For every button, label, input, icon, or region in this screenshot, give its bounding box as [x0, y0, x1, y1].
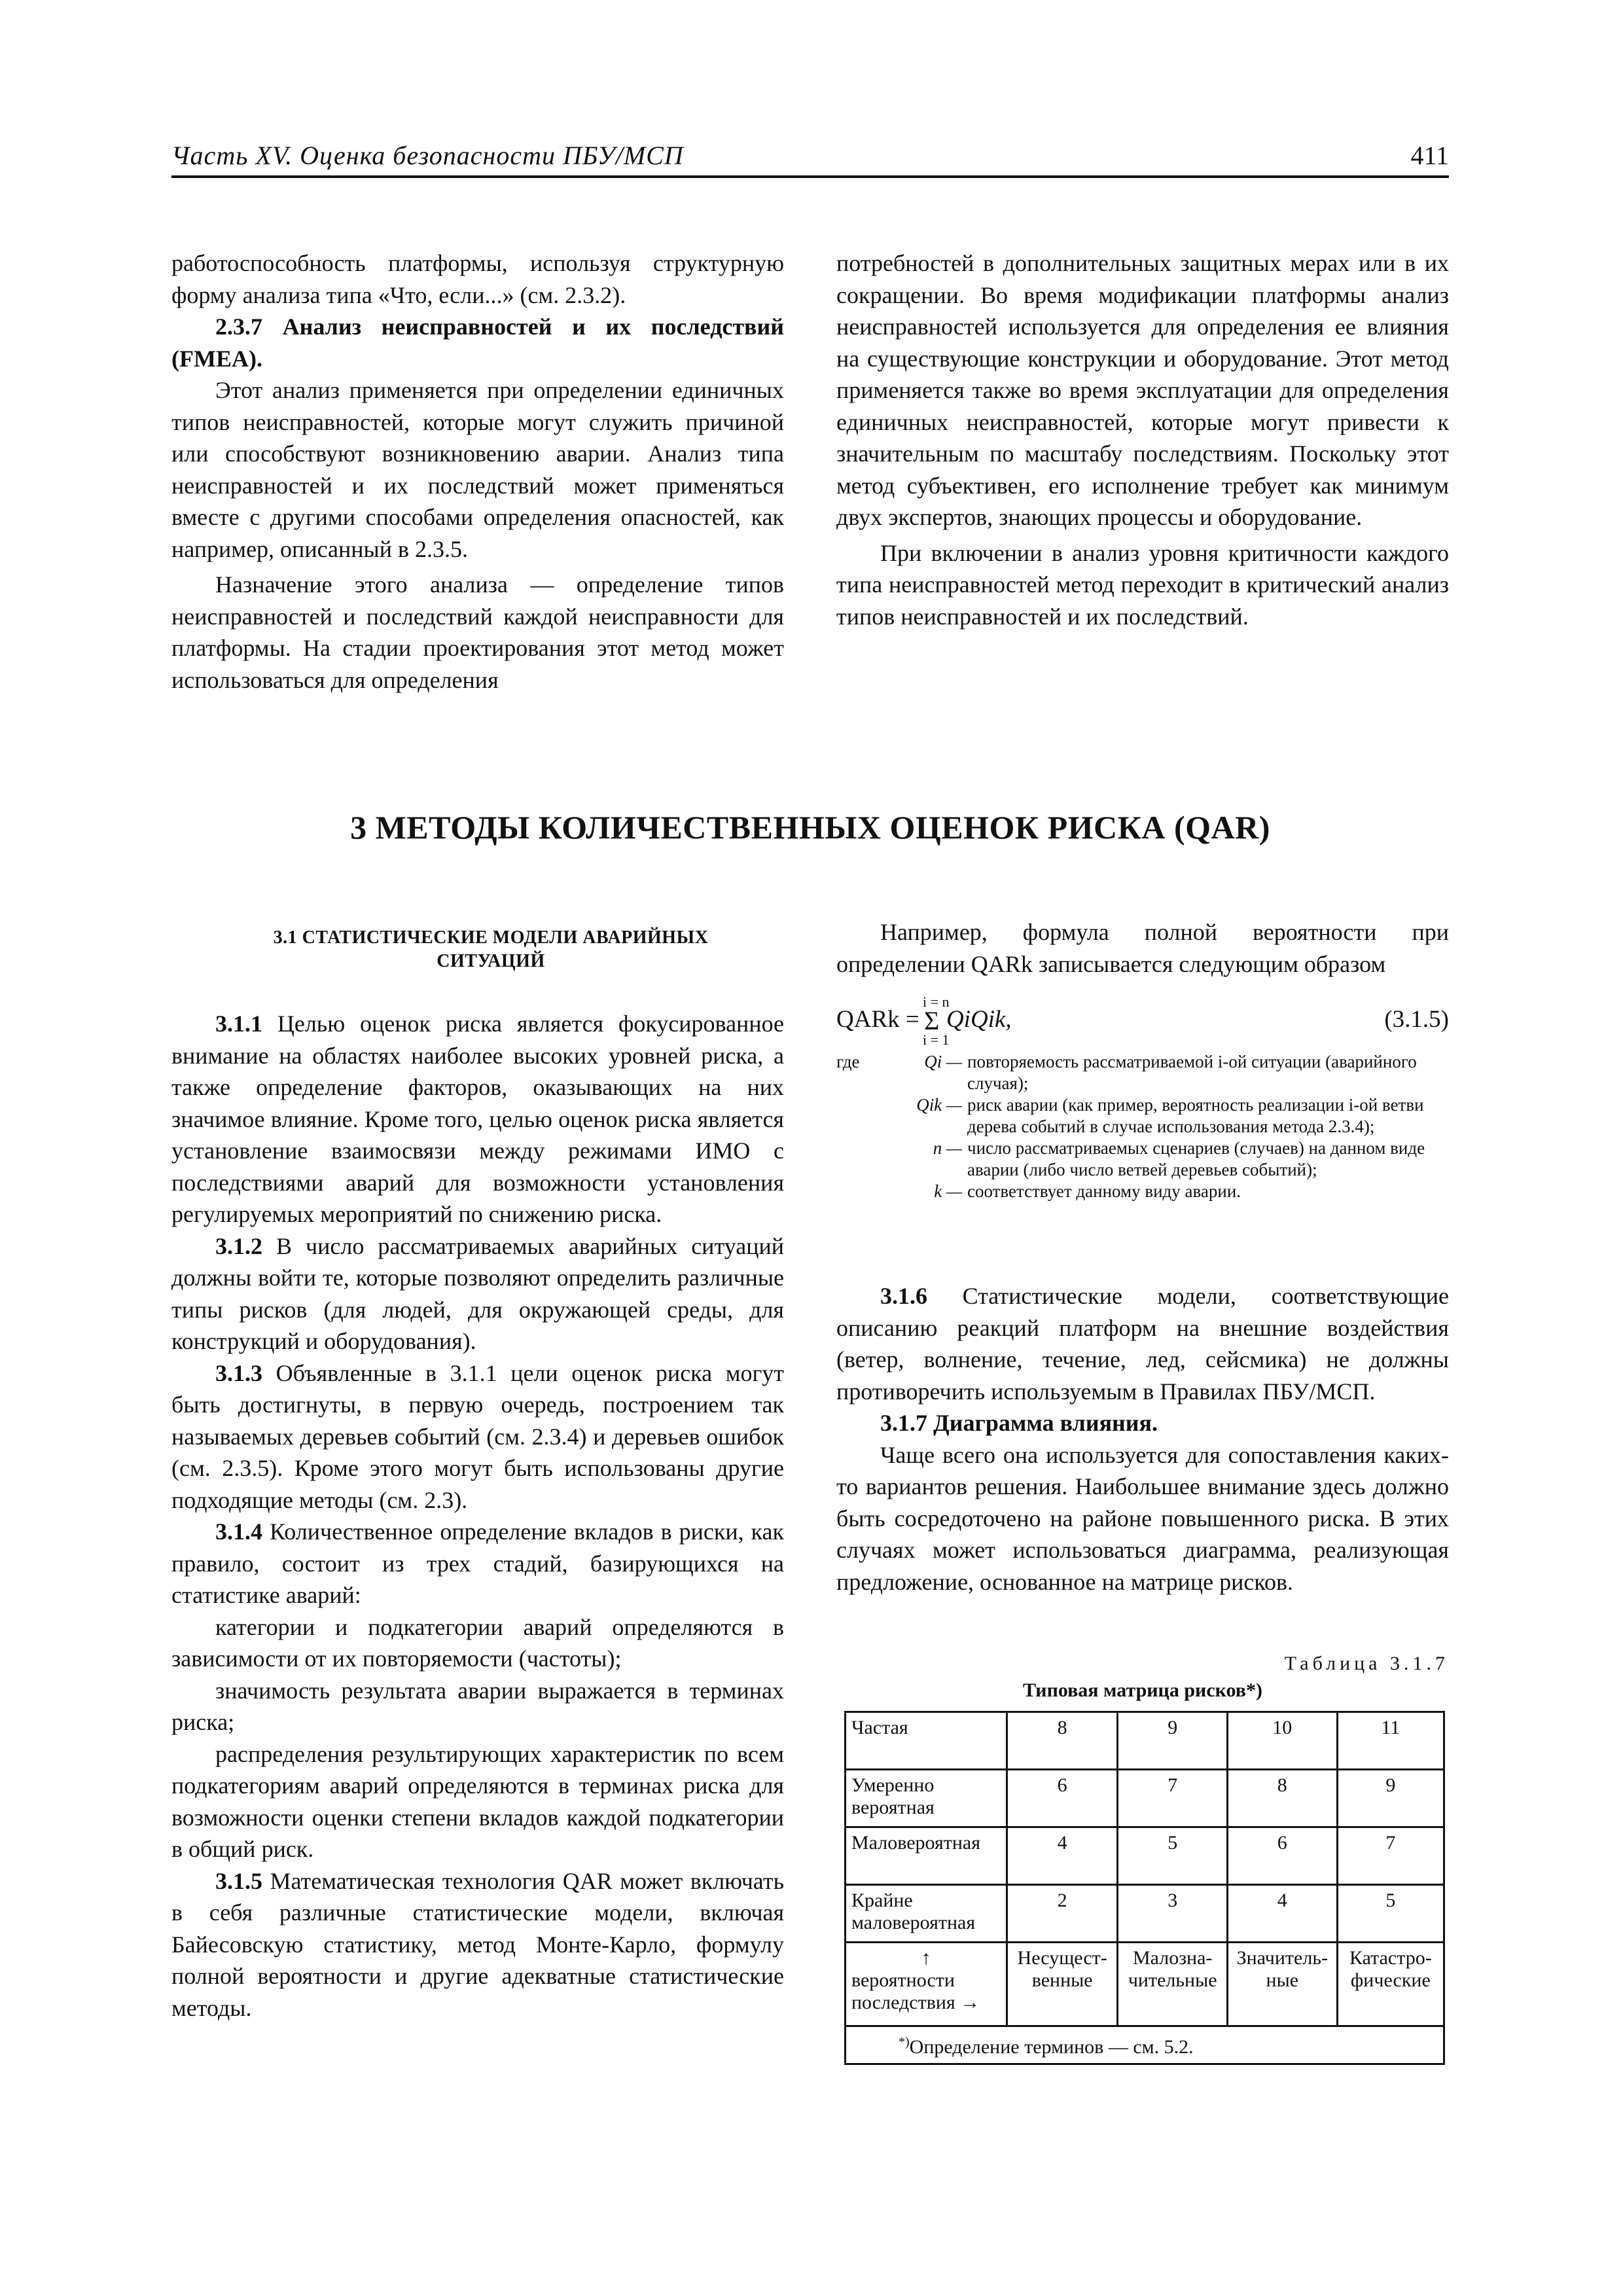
- table-cell: 3: [1118, 1885, 1228, 1943]
- clause-number: 3.1.6: [880, 1283, 927, 1309]
- paragraph-3-1-5: [171, 1865, 784, 2024]
- clause-number: 3.1.3: [215, 1359, 262, 1386]
- table-row: [846, 1770, 1444, 1827]
- legend-symbol: n —: [933, 1138, 962, 1158]
- risk-matrix-table: [844, 1711, 1445, 2065]
- table-header-row: [846, 1943, 1444, 2026]
- bottom-left-column: [171, 1008, 784, 2024]
- footnote-text: Определение терминов — см. 5.2.: [909, 2036, 1194, 2058]
- clause-number: 3.1.4: [215, 1518, 262, 1545]
- table-cell: 6: [1227, 1827, 1337, 1885]
- legend-symbol: Qik —: [916, 1095, 962, 1115]
- legend-row: [836, 1138, 1449, 1181]
- formula-legend: [836, 1051, 1449, 1202]
- section-title: 3 МЕТОДЫ КОЛИЧЕСТВЕННЫХ ОЦЕНОК РИСКА (QAR): [350, 809, 1270, 846]
- section-heading-3-1-7: 3.1.7 Диаграмма влияния.: [880, 1410, 1158, 1436]
- column-header: Малозна-чительные: [1118, 1943, 1228, 2026]
- table-cell: 4: [1007, 1827, 1118, 1885]
- table-cell: 2: [1007, 1885, 1118, 1943]
- section-heading-2-3-7: 2.3.7 Анализ неисправностей и их последствий (FMEA).: [171, 314, 784, 372]
- paragraph: Этот анализ применяется при определении единичных типов неисправностей, которые могут служить причиной или способствуют возникновению аварии. Анализ типа неисправностей и их последствий может применяться вместе с другими способами определения опасностей, как например, описанный в 2.3.5.: [171, 377, 784, 562]
- formula-rhs: QiQik,: [946, 1006, 1012, 1033]
- clause-number: 3.1.2: [215, 1232, 262, 1259]
- sum-symbol: Σ: [924, 1006, 940, 1035]
- list-item: значимость результата аварии выражается в терминах риска;: [171, 1677, 784, 1735]
- row-label: Крайне маловероятная: [846, 1885, 1007, 1943]
- column-header: Значитель-ные: [1227, 1943, 1337, 2026]
- list-item: категории и подкатегории аварий определяются в зависимости от их повторяемости (частоты);: [171, 1613, 784, 1672]
- row-label: Частая: [846, 1712, 1007, 1770]
- table-cell: 9: [1337, 1770, 1444, 1827]
- legend-row: [836, 1094, 1449, 1138]
- page-number: 411: [1410, 141, 1449, 170]
- paragraph-text: В число рассматриваемых аварийных ситуаций должны войти те, которые позволяют определить различные типы рисков (для людей, для окружающей среды, для конструкций и оборудования).: [171, 1232, 784, 1354]
- paragraph: Чаще всего она используется для сопоставления каких-то вариантов решения. Наибольшее внимание здесь должно быть сосредоточено на районе повышенного риска. В этих случаях может использоваться диаграмма, реализующая предложение, основанное на матрице рисков.: [836, 1441, 1449, 1595]
- table-title: Типовая матрица рисков*): [1023, 1679, 1262, 1701]
- paragraph: работоспособность платформы, используя структурную форму анализа типа «Что, если...» (см. 2.3.2).: [171, 250, 784, 308]
- footnote-cell: [846, 2026, 1444, 2064]
- paragraph-text: Математическая технология QAR может включать в себя различные статистические модели, включая Байесовскую статистику, метод Монте-Карло, формулу полной вероятности и другие адекватные статистические методы.: [171, 1867, 784, 2021]
- table-cell: 8: [1007, 1712, 1118, 1770]
- clause-number: 3.1.1: [215, 1011, 262, 1037]
- table-cell: 10: [1227, 1712, 1337, 1770]
- paragraph: При включении в анализ уровня критичности каждого типа неисправностей метод переходит в критический анализ типов неисправностей и их последствий.: [836, 539, 1449, 630]
- paragraph-3-1-6: [836, 1280, 1449, 1407]
- table-row: [846, 1827, 1444, 1885]
- table-label: Таблица 3.1.7: [1284, 1653, 1449, 1674]
- corner-probability: вероятности: [851, 1969, 955, 1991]
- top-right-column: [836, 247, 1449, 632]
- paragraph-3-1-1: [171, 1008, 784, 1230]
- bottom-right-column: [836, 916, 1449, 980]
- subsection-title: 3.1 СТАТИСТИЧЕСКИЕ МОДЕЛИ АВАРИЙНЫХ СИТУАЦИЙ: [273, 927, 709, 971]
- table-cell: 8: [1227, 1770, 1337, 1827]
- sum-lower-limit: i = 1: [923, 1031, 950, 1048]
- formula-number: (3.1.5): [1384, 1006, 1449, 1033]
- paragraph: Назначение этого анализа — определение типов неисправностей и последствий каждой неисправности для платформы. На стадии проектирования этот метод может использоваться для определения: [171, 571, 784, 693]
- header-rule: [171, 175, 1449, 178]
- footnote-mark: *): [899, 2035, 910, 2049]
- running-header-title: Часть XV. Оценка безопасности ПБУ/МСП: [171, 141, 684, 170]
- table-row: [846, 1885, 1444, 1943]
- paragraph-3-1-3: [171, 1357, 784, 1516]
- paragraph-text: Количественное определение вкладов в риски, как правило, состоит из трех стадий, базирующихся на статистике аварий:: [171, 1518, 785, 1608]
- legend-row: [836, 1181, 1449, 1202]
- row-label: Умеренно вероятная: [846, 1770, 1007, 1827]
- legend-row: [836, 1051, 1449, 1094]
- paragraph-3-1-2: [171, 1230, 784, 1357]
- legend-text: риск аварии (как пример, вероятность реализации i-ой ветви дерева событий в случае использования метода 2.3.4);: [967, 1095, 1424, 1136]
- paragraph: потребностей в дополнительных защитных мерах или в их сокращении. Во время модификации платформы анализ неисправностей используется для определения ее влияния на существующие конструкции и оборудование. Этот метод применяется также во время эксплуатации для определения единичных неисправностей, которые могут привести к значительным по масштабу последствиям. Поскольку этот метод субъективен, его исполнение требует как минимум двух экспертов, знающих процессы и оборудование.: [836, 250, 1449, 530]
- table-cell: 4: [1227, 1885, 1337, 1943]
- list-item: распределения результирующих характеристик по всем подкатегориям аварий определяются в терминах риска для возможности оценки степени вкладов каждой подкатегории в общий риск.: [171, 1740, 784, 1862]
- table-cell: 7: [1337, 1827, 1444, 1885]
- legend-text: повторяемость рассматриваемой i-ой ситуации (аварийного случая);: [967, 1052, 1417, 1093]
- formula-lhs: QARk =: [836, 1006, 919, 1033]
- top-left-column: [171, 247, 784, 696]
- table-cell: 9: [1118, 1712, 1228, 1770]
- bottom-right-column-cont: [836, 1280, 1449, 1598]
- column-header: Катастро-фические: [1337, 1943, 1444, 2026]
- table-cell: 7: [1118, 1770, 1228, 1827]
- legend-symbol: Qi —: [924, 1052, 962, 1071]
- table-cell: 6: [1007, 1770, 1118, 1827]
- formula-3-1-5: [836, 994, 1449, 1046]
- paragraph-text: Объявленные в 3.1.1 цели оценок риска могут быть достигнуты, в первую очередь, построением так называемых деревьев событий (см. 2.3.4) и деревьев ошибок (см. 2.3.5). Кроме этого могут быть использованы другие подходящие методы (см. 2.3).: [171, 1359, 784, 1513]
- where-label: где: [836, 1052, 860, 1071]
- table-row: [846, 1712, 1444, 1770]
- sum-upper-limit: i = n: [923, 994, 950, 1010]
- paragraph-text: Статистические модели, соответствующие описанию реакций платформ на внешние воздействия (ветер, волнение, течение, лед, сейсмика) не должны противоречить используемым в Правилах ПБУ/МСП.: [836, 1283, 1449, 1405]
- table-cell: 11: [1337, 1712, 1444, 1770]
- table-cell: 5: [1118, 1827, 1228, 1885]
- table-cell: 5: [1337, 1885, 1444, 1943]
- paragraph-3-1-4: [171, 1516, 784, 1611]
- clause-number: 3.1.5: [215, 1867, 262, 1894]
- corner-cell: [846, 1943, 1007, 2026]
- table-footnote-row: [846, 2026, 1444, 2064]
- paragraph-text: Целью оценок риска является фокусированное внимание на областях наиболее высоких уровней риска, а также определение факторов, оказывающих на них значимое влияние. Кроме того, целью оценок риска является установление взаимосвязи между режимами ИМО с последствиями аварий для возможности установления регулируемых мероприятий по снижению риска.: [171, 1011, 785, 1227]
- row-label: Маловероятная: [846, 1827, 1007, 1885]
- legend-symbol: k —: [934, 1181, 962, 1201]
- corner-consequences: последствия →: [851, 1992, 980, 2013]
- up-arrow-icon: ↑: [921, 1947, 931, 1969]
- formula-intro: Например, формула полной вероятности при определении QARk записывается следующим образом: [836, 919, 1449, 977]
- column-header: Несущест-венные: [1007, 1943, 1118, 2026]
- legend-text: соответствует данному виду аварии.: [967, 1181, 1241, 1201]
- legend-text: число рассматриваемых сценариев (случаев) на данном виде аварии (либо число ветвей деревьев событий);: [967, 1138, 1425, 1179]
